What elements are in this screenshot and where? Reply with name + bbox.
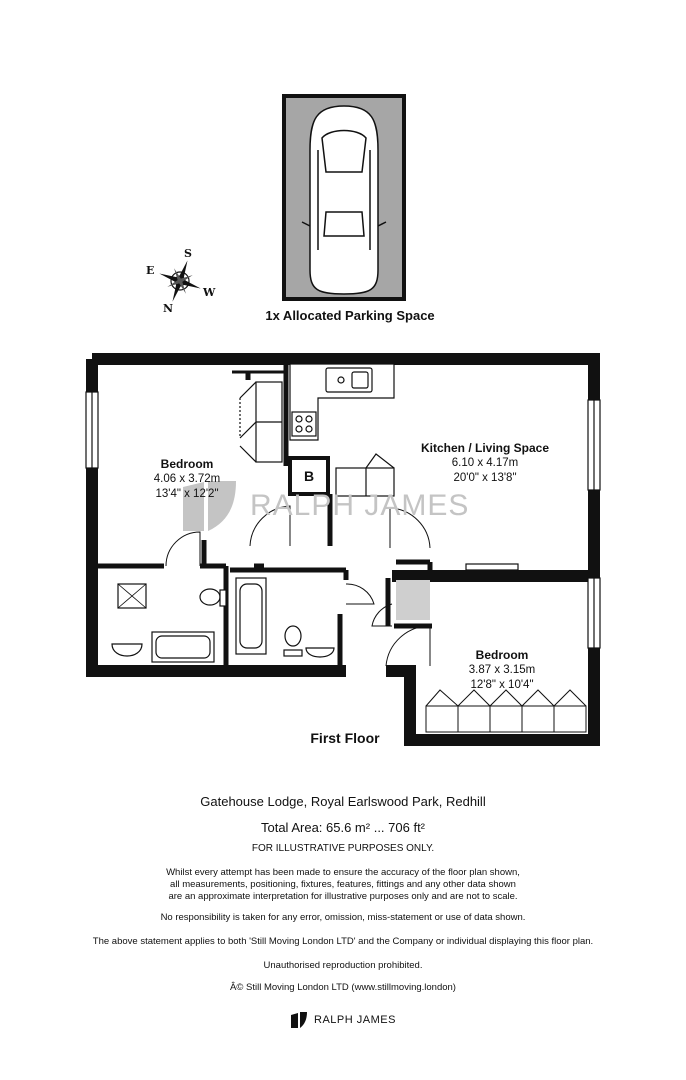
illustrative-notice: FOR ILLUSTRATIVE PURPOSES ONLY. bbox=[251, 843, 435, 854]
room-title: Bedroom bbox=[475, 648, 529, 662]
watermark-text: RALPH JAMES bbox=[250, 489, 470, 522]
ralph-james-logo-icon bbox=[290, 1011, 308, 1029]
room-kitchen-living bbox=[400, 441, 570, 486]
footer-brand-text: RALPH JAMES bbox=[314, 1014, 396, 1026]
room-dimensions-metric: 4.06 x 3.72m bbox=[153, 473, 221, 485]
compass-letter-s: S bbox=[184, 247, 192, 260]
disclaimer-line-1: Whilst every attempt has been made to ensure the accuracy of the floor plan shown, bbox=[166, 867, 520, 878]
total-area: Total Area: 65.6 m² ... 706 ft² bbox=[260, 820, 426, 835]
wardrobe-bedroom-1 bbox=[240, 382, 282, 462]
boiler-label: B bbox=[303, 468, 315, 484]
car-icon bbox=[302, 106, 386, 294]
room-title: Kitchen / Living Space bbox=[420, 441, 550, 455]
wardrobe-bedroom-2 bbox=[426, 690, 586, 732]
room-dimensions-metric: 6.10 x 4.17m bbox=[451, 457, 519, 469]
compass-icon bbox=[158, 259, 201, 302]
bathroom-middle bbox=[236, 578, 334, 657]
parking-label: 1x Allocated Parking Space bbox=[265, 308, 435, 323]
property-address: Gatehouse Lodge, Royal Earlswood Park, Redhill bbox=[200, 794, 486, 809]
reproduction-notice: Unauthorised reproduction prohibited. bbox=[263, 960, 423, 971]
room-dimensions-imperial: 13'4" x 12'2" bbox=[155, 488, 219, 500]
room-dimensions-imperial: 12'8" x 10'4" bbox=[470, 679, 534, 691]
room-bedroom-2 bbox=[427, 648, 577, 693]
disclaimer-line-2: all measurements, positioning, fixtures, features, fittings and any other data shown bbox=[170, 879, 516, 890]
room-dimensions-imperial: 20'0" x 13'8" bbox=[453, 472, 517, 484]
room-dimensions-metric: 3.87 x 3.15m bbox=[468, 664, 536, 676]
statement-notice: The above statement applies to both 'Still Moving London LTD' and the Company or individual displaying this floor plan. bbox=[92, 936, 594, 947]
floor-label: First Floor bbox=[310, 730, 380, 746]
responsibility-notice: No responsibility is taken for any error, omission, miss-statement or use of data shown. bbox=[160, 912, 526, 923]
compass-letter-n: N bbox=[163, 302, 174, 315]
parking-space bbox=[284, 96, 404, 299]
bathroom-left bbox=[112, 584, 226, 662]
room-title: Bedroom bbox=[160, 457, 214, 471]
footer-brand bbox=[0, 1010, 686, 1030]
copyright-notice: Â© Still Moving London LTD (www.stillmoving.london) bbox=[230, 982, 456, 993]
room-bedroom-1 bbox=[112, 457, 262, 502]
compass-letter-w: W bbox=[203, 286, 216, 299]
disclaimer-line-3: are an approximate interpretation for illustrative purposes only and are not to scale. bbox=[168, 891, 518, 902]
compass-letter-e: E bbox=[146, 264, 155, 277]
